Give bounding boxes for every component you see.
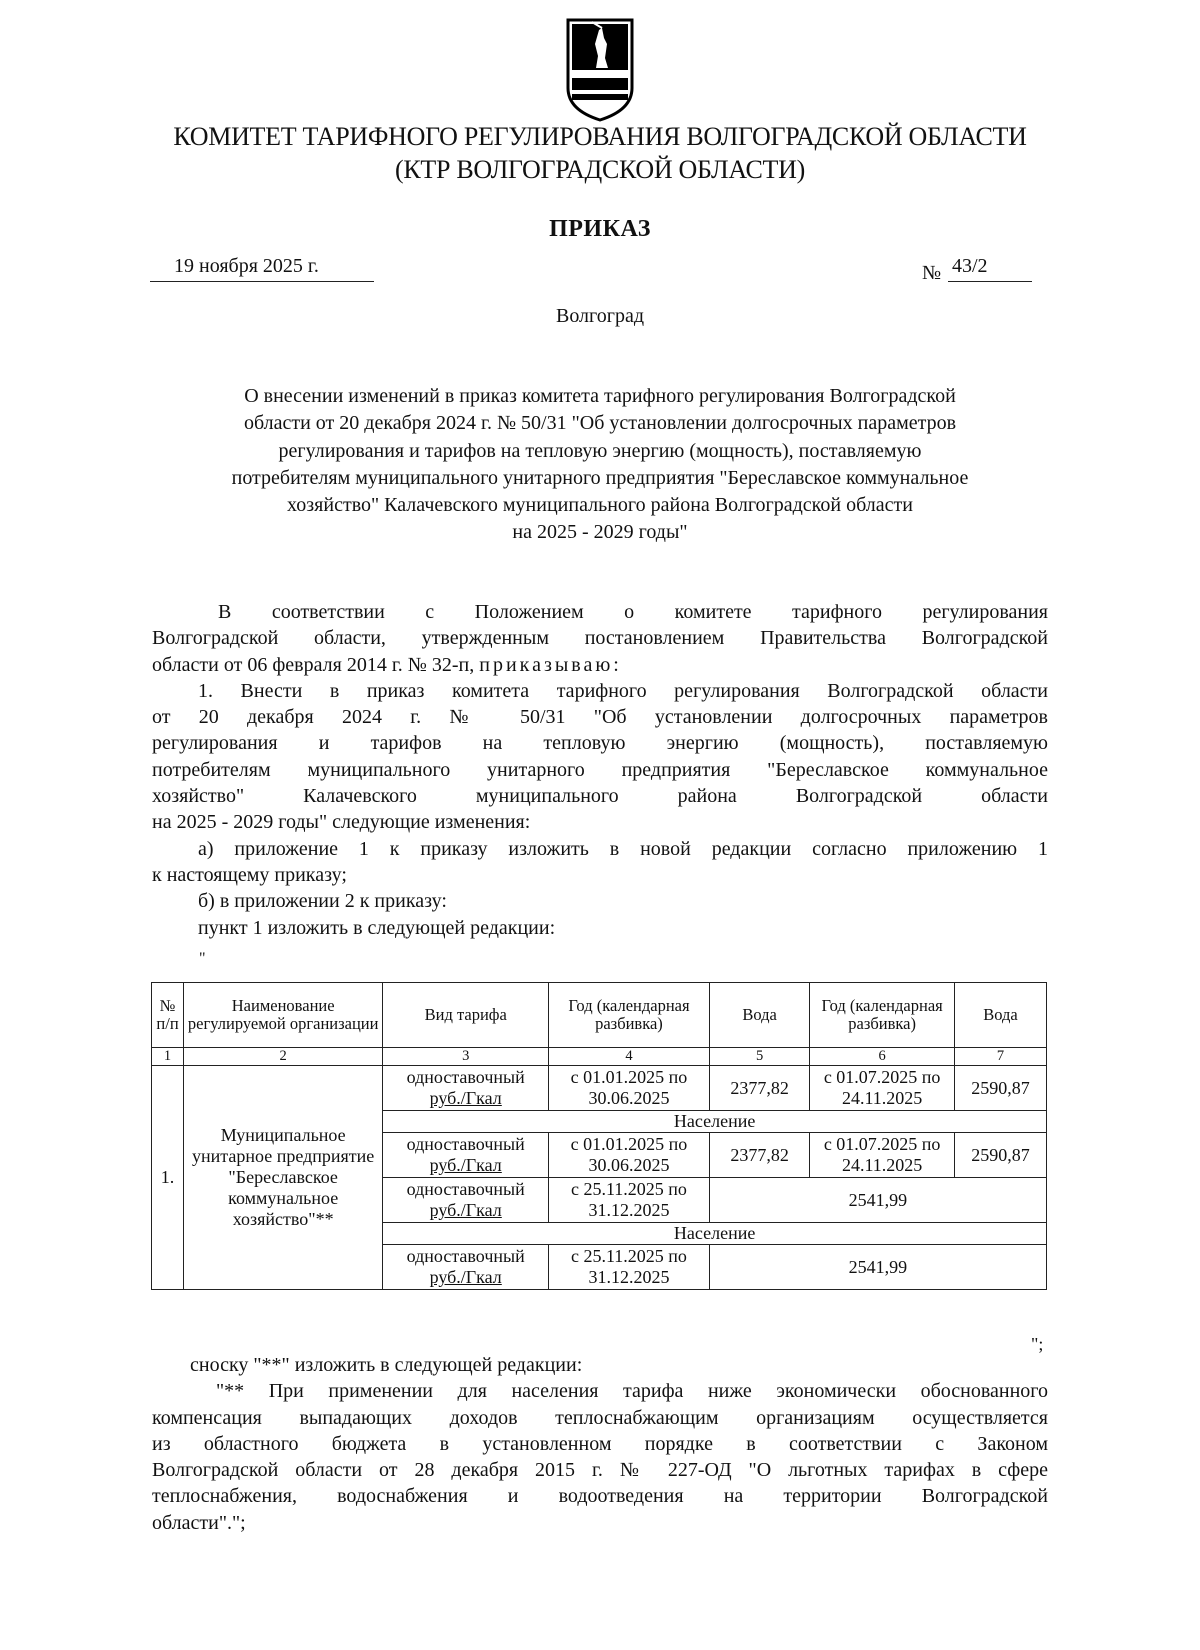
document-subject [150,383,1050,547]
tariff-unit-text: руб./Гкал [429,1267,502,1287]
prikazyvayu-word: приказываю [479,653,614,676]
footnote-line: из областного бюджета в установленном порядке в соответствии с Законом [152,1432,1048,1455]
paragraph-1-line: хозяйство" Калачевского муниципального района Волгоградской области [152,785,1048,808]
subject-line: области от 20 декабря 2024 г. № 50/31 "Об установлении долгосрочных параметров [243,412,957,435]
period-cell: с 01.01.2025 по 30.06.2025 [549,1066,710,1111]
tariff-type-cell [383,1133,549,1178]
document-city: Волгоград [555,305,645,327]
preamble-line: Волгоградской области, утвержденным постановлением Правительства Волгоградской [152,627,1048,650]
period-cell: с 25.11.2025 по 31.12.2025 [549,1245,710,1290]
preamble-colon: : [613,653,619,676]
document-body [152,599,1048,941]
header-cell: Год (календарная разбивка) [810,983,955,1048]
table-header-row [152,983,1047,1048]
volgograd-coat-of-arms-icon [566,18,634,122]
organization-short-name: (КТР ВОЛГОГРАДСКОЙ ОБЛАСТИ) [395,155,805,184]
footnote-line: теплоснабжения, водоснабжения и водоотведения на территории Волгоградской [152,1485,1048,1508]
table-close-quote: "; [1031,1334,1044,1354]
footnote-line: Волгоградской области от 28 декабря 2015 г. № 227-ОД "О льготных тарифах в сфере [152,1459,1048,1482]
tariff-table [151,982,1047,1290]
subparagraph-a-line: к настоящему приказу; [152,863,347,886]
value-cell: 2377,82 [709,1066,810,1111]
header-cell: Год (календарная разбивка) [549,983,710,1048]
preamble-line [152,652,1048,678]
paragraph-1-line: на 2025 - 2029 годы" следующие изменения: [152,811,531,834]
column-number: 6 [810,1048,955,1066]
document-number: 43/2 [948,255,1032,282]
tariff-unit-text: руб./Гкал [429,1088,502,1108]
subject-line: на 2025 - 2029 годы" [512,521,688,544]
table-row [152,1066,1047,1111]
subject-line: потребителям муниципального унитарного предприятия "Береславское коммунальное [231,466,969,489]
tariff-type-text: одноставочный [406,1134,525,1154]
header-cell: Вид тарифа [383,983,549,1048]
tariff-type-text: одноставочный [406,1067,525,1087]
subparagraph-b: б) в приложении 2 к приказу: [198,890,447,913]
document-date: 19 ноября 2025 г. [150,255,374,282]
tariff-unit-text: руб./Гкал [429,1155,502,1175]
column-number: 7 [954,1048,1046,1066]
population-label: Население [383,1223,1047,1245]
subject-line: регулирования и тарифов на тепловую энергию (мощность), поставляемую [278,439,922,462]
tariff-type-cell [383,1178,549,1223]
value-cell: 2590,87 [954,1133,1046,1178]
period-cell: с 01.07.2025 по 24.11.2025 [810,1066,955,1111]
value-cell: 2541,99 [709,1178,1046,1223]
value-cell: 2590,87 [954,1066,1046,1111]
tariff-type-text: одноставочный [406,1246,525,1266]
paragraph-1-line: 1. Внести в приказ комитета тарифного регулирования Волгоградской области [198,679,1048,702]
table-open-quote: " [199,950,206,967]
footnote-line: области"."; [152,1511,246,1534]
period-cell: с 01.07.2025 по 24.11.2025 [810,1133,955,1178]
footnote-intro: сноску "**" изложить в следующей редакции: [190,1354,583,1376]
paragraph-1-line: от 20 декабря 2024 г. № 50/31 "Об установлении долгосрочных параметров [152,706,1048,729]
organization-cell: Муниципальное унитарное предприятие "Береславское коммунальное хозяйство"** [184,1066,383,1290]
document-type-title: ПРИКАЗ [549,216,651,242]
footnote-line: компенсация выпадающих доходов теплоснабжающим организациям осуществляется [152,1406,1048,1429]
column-number: 1 [152,1048,184,1066]
header-cell: Вода [954,983,1046,1048]
preamble-text: области от 06 февраля 2014 г. № 32-п, [152,653,480,676]
paragraph-1-line: регулирования и тарифов на тепловую энергию (мощность), поставляемую [152,732,1048,755]
footnote-section [152,1352,1048,1536]
preamble-line: В соответствии с Положением о комитете тарифного регулирования [218,601,1048,623]
value-cell: 2377,82 [709,1133,810,1178]
organization-name: КОМИТЕТ ТАРИФНОГО РЕГУЛИРОВАНИЯ ВОЛГОГРАДСКОЙ ОБЛАСТИ [173,122,1027,151]
population-label: Население [383,1111,1047,1133]
value-cell: 2541,99 [709,1245,1046,1290]
header-cell: № п/п [152,983,184,1048]
subparagraph-a-line: а) приложение 1 к приказу изложить в новой редакции согласно приложению 1 [198,837,1048,860]
column-number: 3 [383,1048,549,1066]
subparagraph-b-point: пункт 1 изложить в следующей редакции: [198,916,556,939]
tariff-type-text: одноставочный [406,1179,525,1199]
period-cell: с 25.11.2025 по 31.12.2025 [549,1178,710,1223]
column-number: 2 [184,1048,383,1066]
period-cell: с 01.01.2025 по 30.06.2025 [549,1133,710,1178]
header-cell: Наименование регулируемой организации [184,983,383,1048]
column-number-row [152,1048,1047,1066]
subject-line: О внесении изменений в приказ комитета тарифного регулирования Волгоградской [244,385,956,407]
subject-line: хозяйство" Калачевского муниципального района Волгоградской области [287,494,913,517]
paragraph-1-line: потребителям муниципального унитарного предприятия "Береславское коммунальное [152,758,1048,781]
number-sign: № [922,262,942,284]
footnote-line: "** При применении для населения тарифа ниже экономически обоснованного [216,1380,1048,1403]
tariff-unit-text: руб./Гкал [429,1200,502,1220]
column-number: 5 [709,1048,810,1066]
tariff-type-cell [383,1066,549,1111]
header-cell: Вода [709,983,810,1048]
row-number: 1. [152,1066,184,1290]
tariff-type-cell [383,1245,549,1290]
column-number: 4 [549,1048,710,1066]
